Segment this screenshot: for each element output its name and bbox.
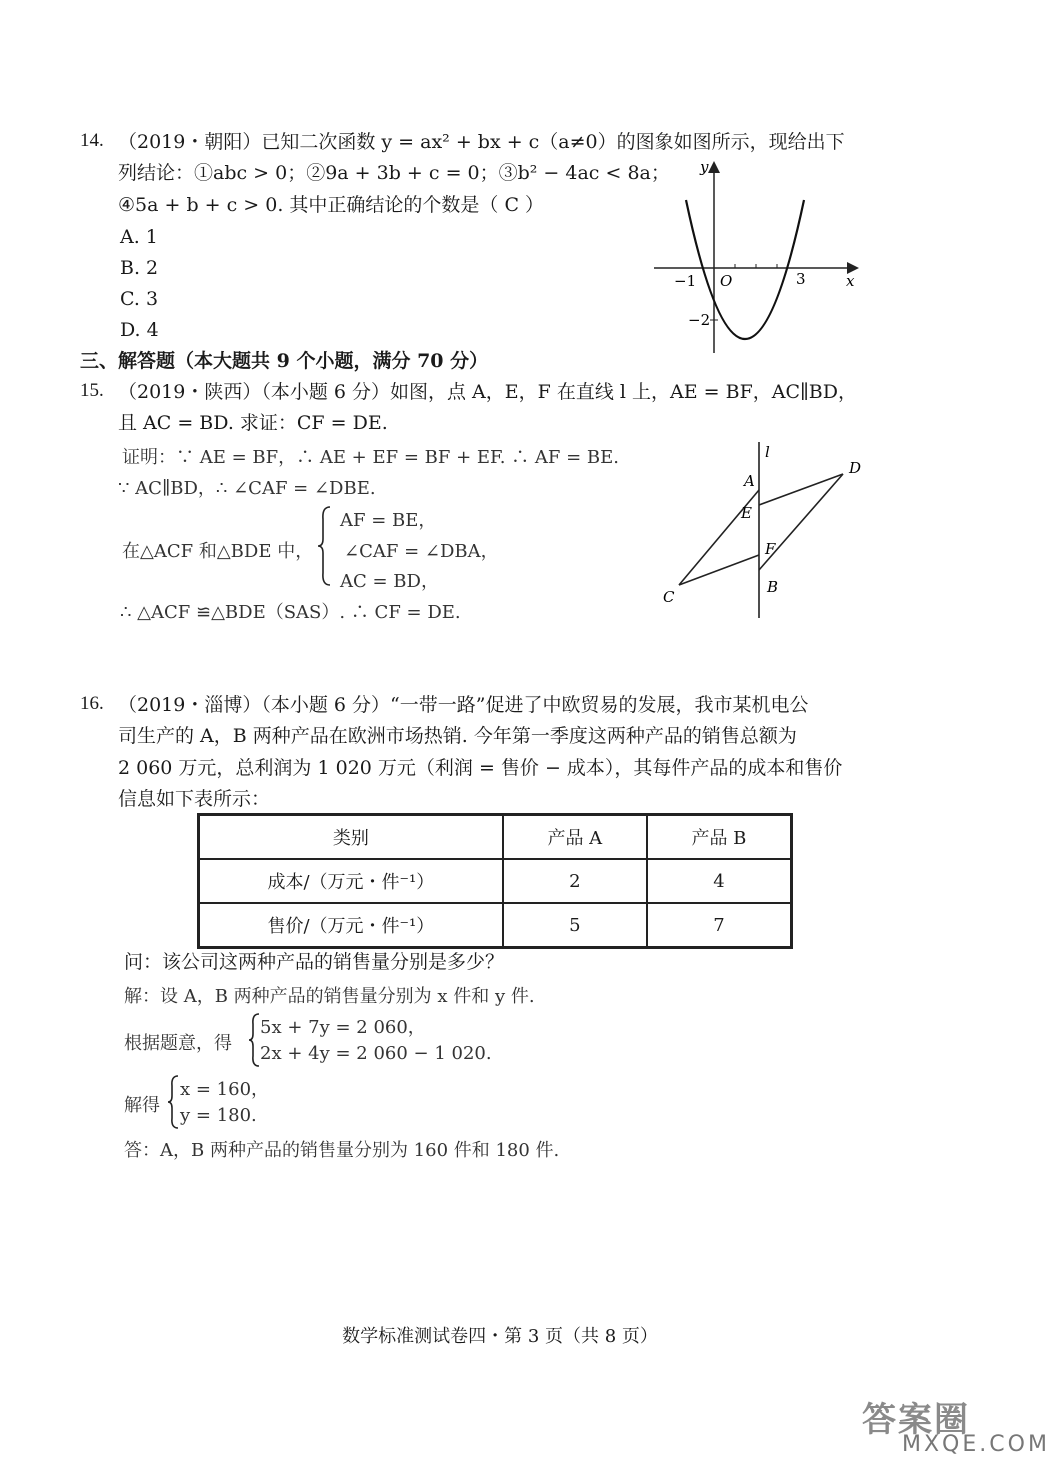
label-l: l <box>765 443 770 461</box>
origin-label: O <box>720 272 733 290</box>
tick-label-neg2: −2 <box>688 311 711 329</box>
q14-line3: ④5a + b + c > 0. 其中正确结论的个数是（ C ） <box>118 194 545 216</box>
tick-label-neg1: −1 <box>674 272 697 290</box>
q16-sys1-eq1: 5x + 7y = 2 060， <box>260 1017 426 1038</box>
q15-line2: 且 AC = BD. 求证：CF = DE. <box>118 412 388 434</box>
q16-answer-prefix1: 根据题意，得 <box>124 1033 232 1054</box>
watermark-site: MXQE.COM <box>902 1432 1050 1457</box>
q14-option-b: B. 2 <box>120 257 159 279</box>
label-E: E <box>741 504 752 522</box>
q16-number: 16. <box>80 693 104 714</box>
q14-line2: 列结论：①abc > 0；②9a + 3b + c = 0；③b² − 4ac < 8a； <box>118 162 670 184</box>
section3-title: 三、解答题（本大题共 9 个小题，满分 70 分） <box>80 350 489 372</box>
q15-number: 15. <box>80 380 104 401</box>
q16-answer-final: 答：A，B 两种产品的销售量分别为 160 件和 180 件. <box>124 1140 560 1161</box>
q14-option-c: C. 3 <box>120 288 159 310</box>
q14-number: 14. <box>80 130 104 151</box>
q15-proof-line3: 在△ACF 和△BDE 中， <box>122 541 314 562</box>
q15-sys-eq3: AC = BD， <box>340 571 439 592</box>
q14-line1: （2019・朝阳）已知二次函数 y = ax² + bx + c（a≠0）的图象如图所示，现给出下 <box>118 131 845 153</box>
label-B: B <box>767 578 779 596</box>
watermark-logo <box>862 1392 1050 1457</box>
table-cell: 7 <box>647 903 792 948</box>
table-cell: 5 <box>503 903 647 948</box>
table-cell: 4 <box>647 859 792 903</box>
label-F: F <box>765 540 776 558</box>
table-cell: 成本/（万元・件⁻¹） <box>199 859 503 903</box>
q14-option-d: D. 4 <box>120 319 159 341</box>
label-A: A <box>744 472 755 490</box>
q16-line2: 司生产的 A，B 两种产品在欧洲市场热销. 今年第一季度这两种产品的销售总额为 <box>118 725 797 747</box>
q15-brace <box>318 505 332 587</box>
q15-line1: （2019・陕西）（本小题 6 分）如图，点 A，E，F 在直线 l 上，AE = BF，AC∥BD， <box>118 381 857 403</box>
x-axis-label: x <box>846 272 855 290</box>
q16-answer-line1: 解：设 A，B 两种产品的销售量分别为 x 件和 y 件. <box>124 986 535 1007</box>
q15-proof-line1: 证明：∵ AE = BF，∴ AE + EF = BF + EF. ∴ AF = BE. <box>122 447 619 468</box>
q14-option-a: A. 1 <box>120 226 158 248</box>
product-table <box>197 813 793 949</box>
table-cell: 2 <box>503 859 647 903</box>
page-footer: 数学标准测试卷四・第 3 页（共 8 页） <box>342 1326 658 1347</box>
watermark-brand: 答案圈 <box>862 1400 970 1440</box>
tick-label-3: 3 <box>796 270 806 288</box>
q16-line1: （2019・淄博）（本小题 6 分）“一带一路”促进了中欧贸易的发展，我市某机电公 <box>118 694 809 716</box>
q15-sys-eq2: ∠CAF = ∠DBA， <box>344 541 499 562</box>
q14-parabola-graph <box>648 158 863 358</box>
q15-proof-line2: ∵ AC∥BD，∴ ∠CAF = ∠DBE. <box>118 478 376 499</box>
table-cell: 售价/（万元・件⁻¹） <box>199 903 503 948</box>
q15-geometry-figure <box>655 440 870 620</box>
table-header-cell: 产品 A <box>503 815 647 860</box>
q16-question: 问：该公司这两种产品的销售量分别是多少？ <box>124 951 505 973</box>
q16-line3: 2 060 万元，总利润为 1 020 万元（利润 = 售价 − 成本），其每件产品的成本和售价 <box>118 757 843 779</box>
q16-sys2-eq2: y = 180. <box>180 1105 257 1126</box>
q16-sys2-eq1: x = 160， <box>180 1079 270 1100</box>
label-D: D <box>849 459 862 477</box>
q16-sys1-eq2: 2x + 4y = 2 060 − 1 020. <box>260 1043 492 1064</box>
table-row <box>199 903 792 948</box>
q16-line4: 信息如下表所示： <box>118 788 271 810</box>
y-axis-label: y <box>700 158 709 176</box>
label-C: C <box>663 588 675 606</box>
q15-sys-eq1: AF = BE， <box>340 510 437 531</box>
table-header-row <box>199 815 792 860</box>
q16-brace2 <box>168 1074 180 1130</box>
q15-proof-line4: ∴ △ACF ≌△BDE（SAS）. ∴ CF = DE. <box>120 602 461 623</box>
table-header-cell: 产品 B <box>647 815 792 860</box>
table-header-cell: 类别 <box>199 815 503 860</box>
table-row <box>199 859 792 903</box>
q16-answer-prefix2: 解得 <box>124 1095 160 1116</box>
